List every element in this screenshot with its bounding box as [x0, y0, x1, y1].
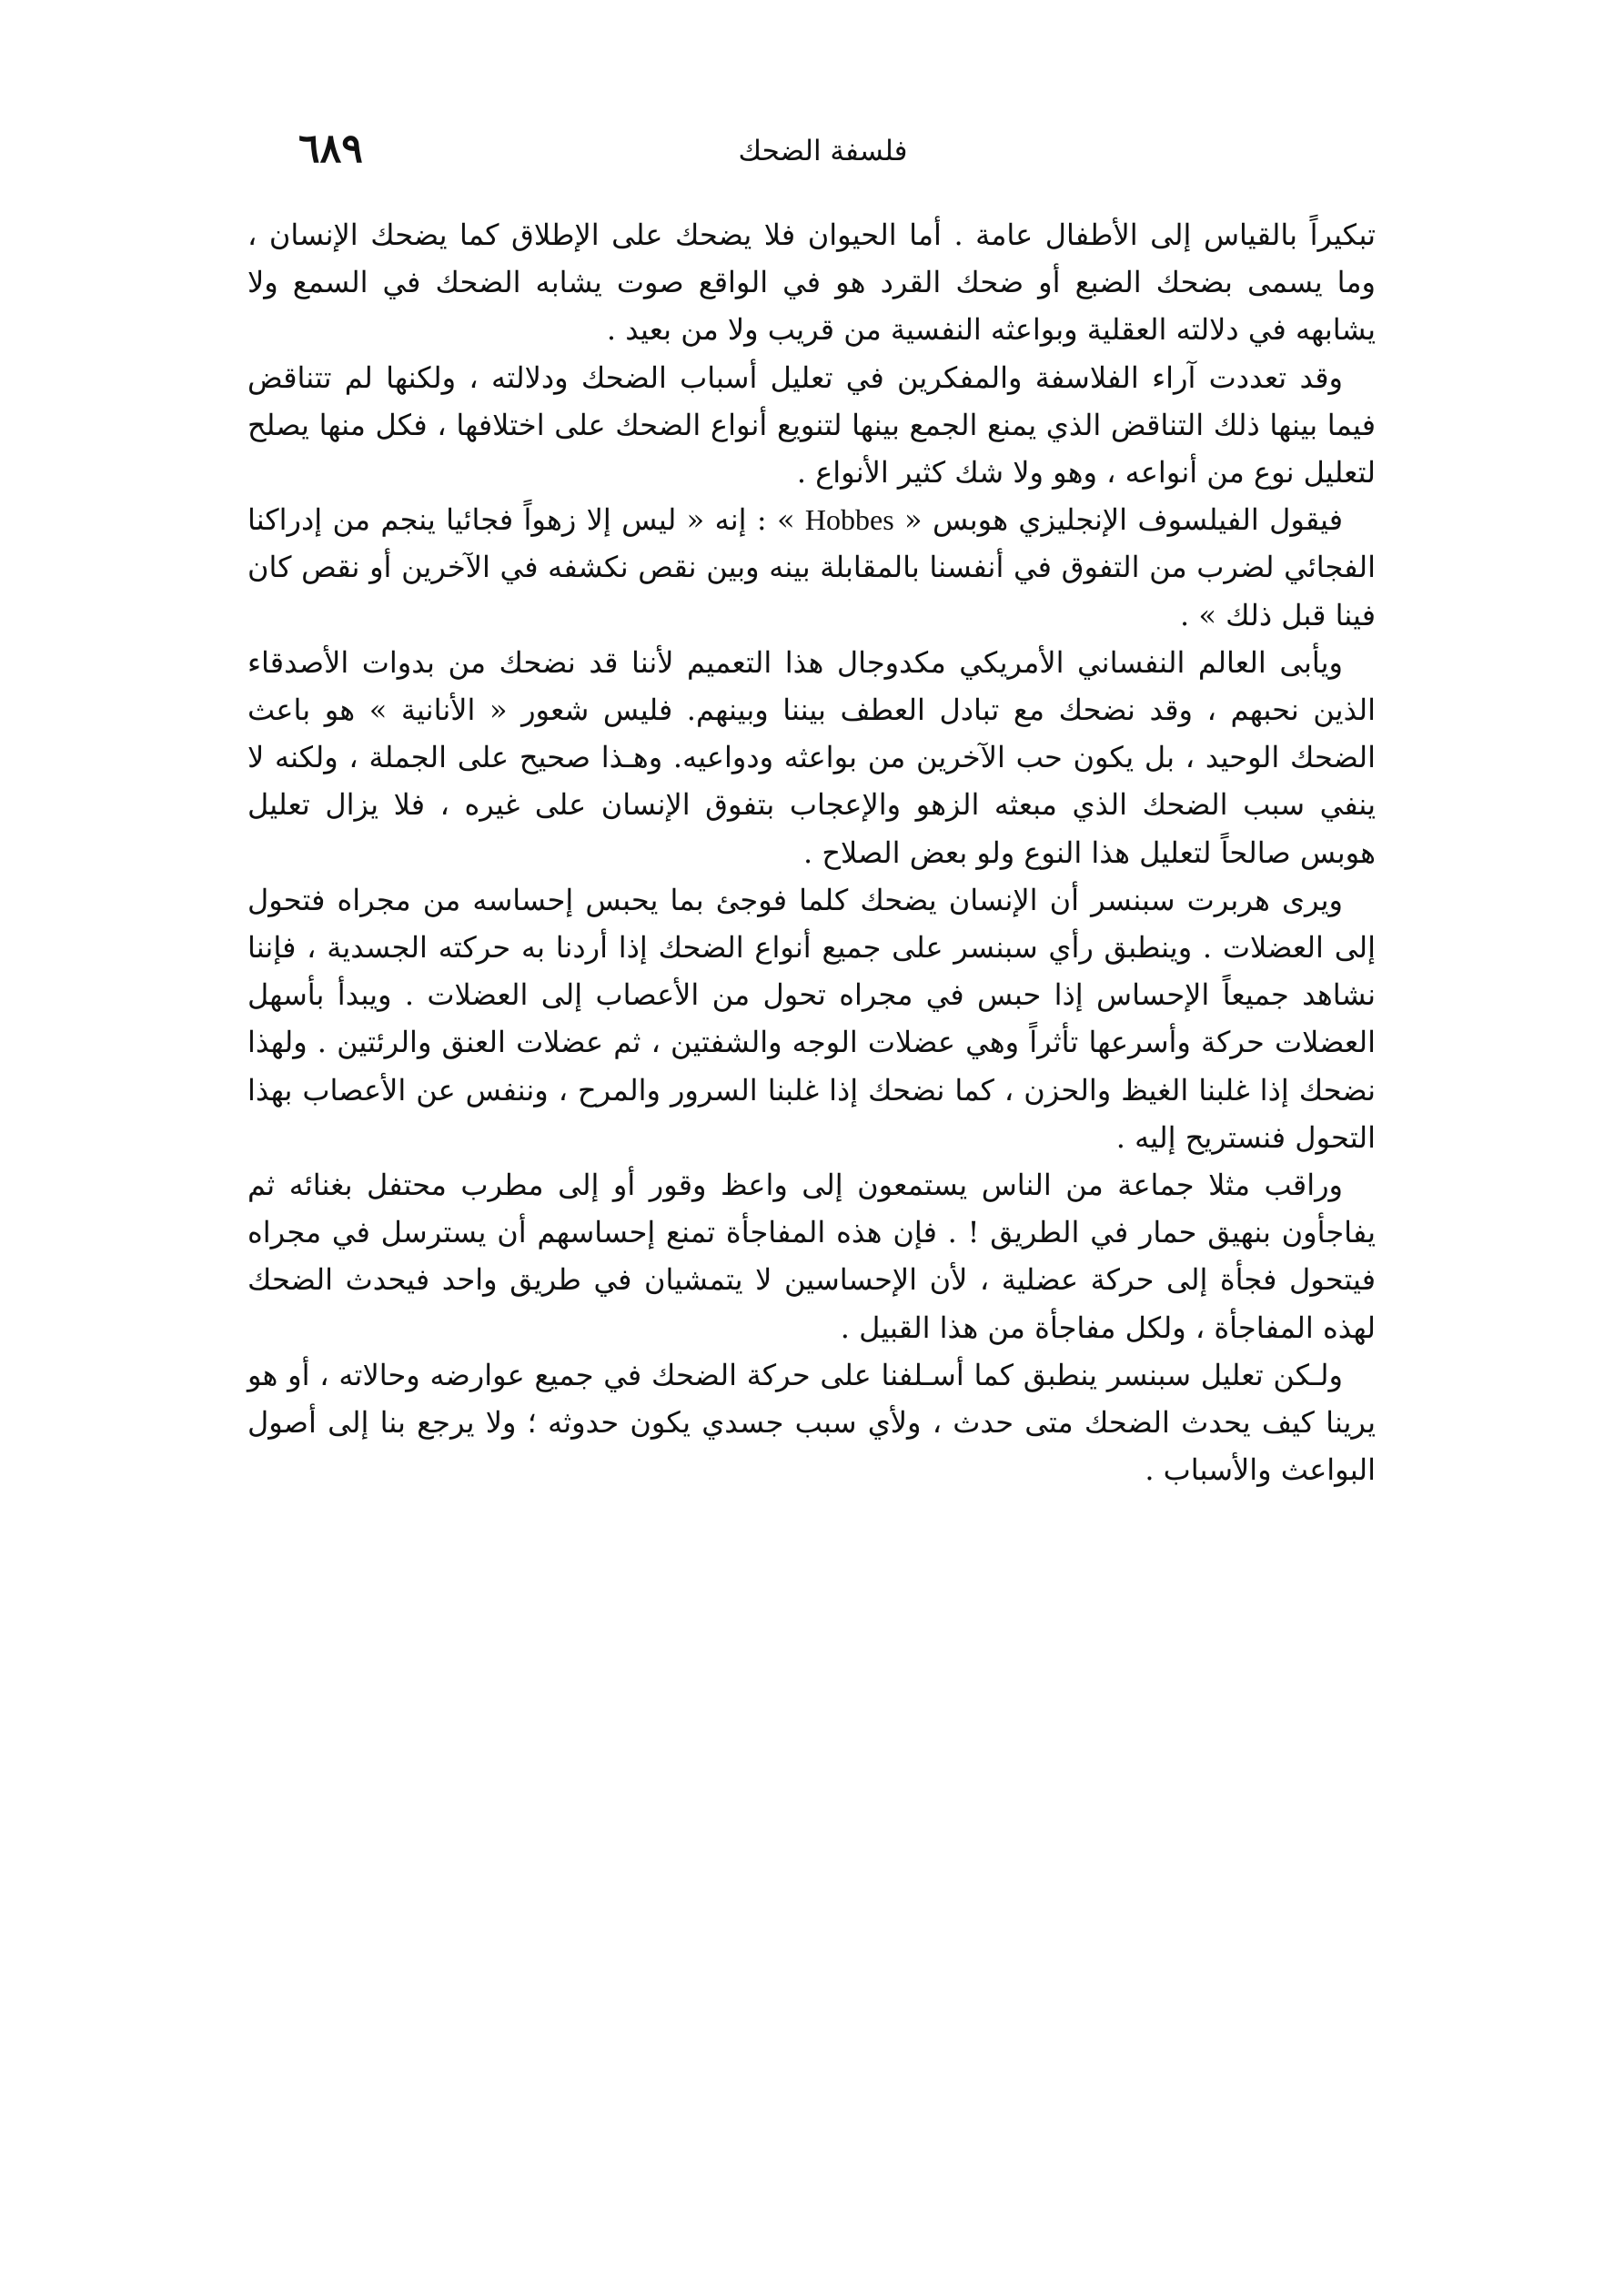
- paragraph-5: ويرى هربرت سبنسر أن الإنسان يضحك كلما فوجئ بما يحبس إحساسه من مجراه فتحول إلى العضلات . وينطبق رأي سبنسر على جميع أنواع الضحك إذا أردنا به حركته الجسدية ، فإننا نشاهد جميعاً الإحساس إذا حبس في مجراه تحول من الأعصاب إلى العضلات . ويبدأ بأسهل العضلات حركة وأسرعها تأثراً وهي عضلات الوجه والشفتين ، ثم عضلات العنق والرئتين . ولهذا نضحك إذا غلبنا الغيظ والحزن ، كما نضحك إذا غلبنا السرور والمرح ، وننفس عن الأعصاب بهذا التحول فنستريح إليه .: [247, 882, 1376, 1155]
- paragraph-7: ولـكن تعليل سبنسر ينطبق كما أسـلفنا على حركة الضحك في جميع عوارضه وحالاته ، أو هو يرينا كيف يحدث الضحك متى حدث ، ولأي سبب جسدي يكون حدوثه ؛ ولا يرجع بنا إلى أصول البواعث والأسباب .: [247, 1357, 1376, 1488]
- running-title: فلسفة الضحك: [738, 135, 908, 167]
- paragraph-3-hobbes-quote: [247, 496, 1376, 639]
- paragraph-3-text-before: فيقول الفيلسوف الإنجليزي هوبس «: [893, 502, 1343, 538]
- paragraph-6: وراقب مثلا جماعة من الناس يستمعون إلى واعظ وقور أو إلى مطرب محتفل بغنائه ثم يفاجأون بنهيق حمار في الطريق ! . فإن هذه المفاجأة تمنع إحساسهم أن يسترسل في مجراه فيتحول فجأة إلى حركة عضلية ، لأن الإحساسين لا يتمشيان في طريق واحد فيحدث الضحك لهذه المفاجأة ، ولكل مفاجأة من هذا القبيل .: [247, 1168, 1376, 1345]
- running-header: [266, 126, 1380, 180]
- hobbes-latin-name: Hobbes: [804, 503, 894, 537]
- paragraph-3-text-after: » : إنه « ليس إلا زهواً فجائيا ينجم من إدراكنا الفجائي لضرب من التفوق في أنفسنا بالمقابلة بينه وبين نقص نكشفه في الآخرين أو نقص كان فينا قبل ذلك » .: [247, 502, 1376, 632]
- body-text: [247, 211, 1376, 1493]
- paragraph-1: تبكيراً بالقياس إلى الأطفال عامة . أما الحيوان فلا يضحك على الإطلاق كما يضحك الإنسان ، وما يسمى بضحك الضبع أو ضحك القرد هو في الواقع صوت يشابه الضحك في السمع ولا يشابهه في دلالته العقلية وبواعثه النفسية من قريب ولا من بعيد .: [247, 217, 1377, 348]
- paragraph-2: وقد تعددت آراء الفلاسفة والمفكرين في تعليل أسباب الضحك ودلالته ، ولكنها لم تتناقض فيما بينها ذلك التناقض الذي يمنع الجمع بينها لتنويع أنواع الضحك على اختلافها ، فكل منها يصلح لتعليل نوع من أنواعه ، وهو ولا شك كثير الأنواع .: [247, 359, 1376, 491]
- page-number: ٦٨٩: [298, 126, 363, 172]
- paragraph-4: ويأبى العالم النفساني الأمريكي مكدوجال هذا التعميم لأننا قد نضحك من بدوات الأصدقاء الذين نحبهم ، وقد نضحك مع تبادل العطف بيننا وبينهم. فليس شعور « الأنانية » هو باعث الضحك الوحيد ، بل يكون حب الآخرين من بواعثه ودواعيه. وهـذا صحيح على الجملة ، ولكنه لا ينفي سبب الضحك الذي مبعثه الزهو والإعجاب بتفوق الإنسان على غيره ، فلا يزال تعليل هوبس صالحاً لتعليل هذا النوع ولو بعض الصلاح .: [247, 644, 1376, 870]
